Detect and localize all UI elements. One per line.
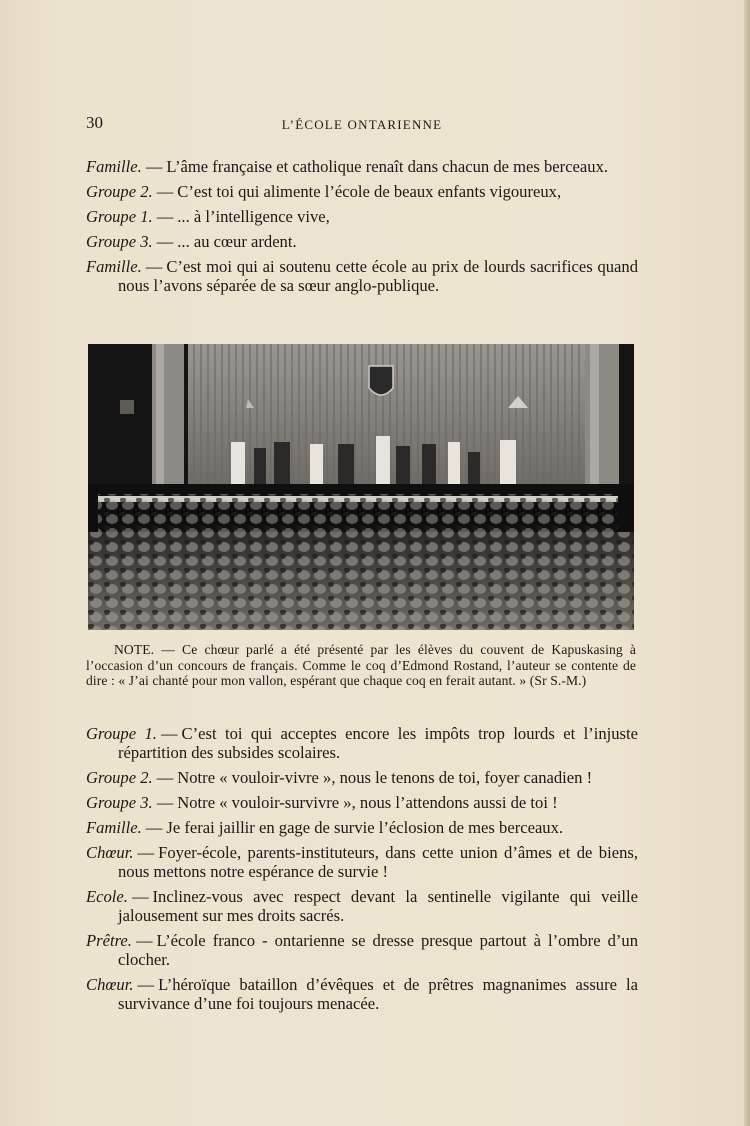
- em-dash: —: [156, 232, 174, 251]
- line-text: Foyer-école, parents-instituteurs, dans cette union d’âmes et de biens, nous mettons notre espérance de survie !: [118, 843, 638, 881]
- dialogue-line: [86, 768, 638, 787]
- speaker-label: Groupe 2.: [86, 768, 153, 787]
- line-text: Inclinez-vous avec respect devant la sentinelle vigilante qui veille jalousement sur mes droits sacrés.: [118, 887, 638, 925]
- line-text: Je ferai jaillir en gage de survie l’éclosion de mes berceaux.: [166, 818, 564, 837]
- speaker-label: Groupe 2.: [86, 182, 153, 201]
- line-text: C’est toi qui alimente l’école de beaux enfants vigoureux,: [177, 182, 562, 201]
- dialogue-line: [86, 157, 638, 176]
- em-dash: —: [145, 257, 163, 276]
- dialogue-line: [86, 887, 638, 925]
- speaker-label: Chœur.: [86, 843, 134, 862]
- speaker-label: Chœur.: [86, 975, 134, 994]
- speaker-label: Famille.: [86, 157, 142, 176]
- dialogue-line: [86, 182, 638, 201]
- speaker-label: Prêtre.: [86, 931, 132, 950]
- photo-caption-note: NOTE. — Ce chœur parlé a été présenté par les élèves du couvent de Kapuskasing à l’occasion d’un concours de français. Comme le coq d’Edmond Rostand, l’auteur se contente de dire : « J’ai chanté pour mon vallon, espérant que chaque coq en ferait autant. » (Sr S.-M.): [86, 642, 636, 688]
- speaker-label: Famille.: [86, 818, 142, 837]
- line-text: L’école franco - ontarienne se dresse presque partout à l’ombre d’un clocher.: [118, 931, 638, 969]
- em-dash: —: [156, 182, 174, 201]
- em-dash: —: [145, 157, 163, 176]
- em-dash: —: [156, 207, 174, 226]
- line-text: C’est moi qui ai soutenu cette école au prix de lourds sacrifices quand nous l’avons séparée de sa sœur anglo-publique.: [118, 257, 638, 295]
- dialogue-line: [86, 975, 638, 1013]
- dialogue-line: [86, 818, 638, 837]
- page-header: [86, 113, 638, 137]
- line-text: C’est toi qui acceptes encore les impôts trop lourds et l’injuste répartition des subsides scolaires.: [118, 724, 638, 762]
- em-dash: —: [135, 931, 153, 950]
- line-text: Notre « vouloir-vivre », nous le tenons de toi, foyer canadien !: [177, 768, 593, 787]
- em-dash: —: [145, 818, 163, 837]
- em-dash: —: [156, 768, 174, 787]
- page-number: 30: [86, 113, 103, 132]
- line-text: ... au cœur ardent.: [177, 232, 297, 251]
- dialogue-line: [86, 843, 638, 881]
- line-text: L’héroïque bataillon d’évêques et de prêtres magnanimes assure la survivance d’une foi toujours menacée.: [118, 975, 638, 1013]
- em-dash: —: [137, 843, 155, 862]
- line-text: ... à l’intelligence vive,: [177, 207, 330, 226]
- speaker-label: Famille.: [86, 257, 142, 276]
- running-title: L’ÉCOLE ONTARIENNE: [281, 117, 443, 132]
- page-edge: [744, 0, 750, 1126]
- dialogue-line: [86, 232, 638, 251]
- dialogue-line: [86, 257, 638, 295]
- dialogue-line: [86, 207, 638, 226]
- em-dash: —: [137, 975, 155, 994]
- dialogue-bottom: [86, 724, 638, 1019]
- speaker-label: Groupe 1.: [86, 207, 153, 226]
- speaker-label: Groupe 1.: [86, 724, 157, 743]
- dialogue-line: [86, 724, 638, 762]
- dialogue-line: [86, 793, 638, 812]
- speaker-label: Groupe 3.: [86, 232, 153, 251]
- em-dash: —: [156, 793, 174, 812]
- dialogue-top: [86, 157, 638, 301]
- dialogue-line: [86, 931, 638, 969]
- speaker-label: Groupe 3.: [86, 793, 153, 812]
- em-dash: —: [131, 887, 149, 906]
- speaker-label: Ecole.: [86, 887, 128, 906]
- choir-photograph: [88, 344, 634, 630]
- line-text: Notre « vouloir-survivre », nous l’attendons aussi de toi !: [177, 793, 558, 812]
- em-dash: —: [160, 724, 178, 743]
- line-text: L’âme française et catholique renaît dans chacun de mes berceaux.: [166, 157, 609, 176]
